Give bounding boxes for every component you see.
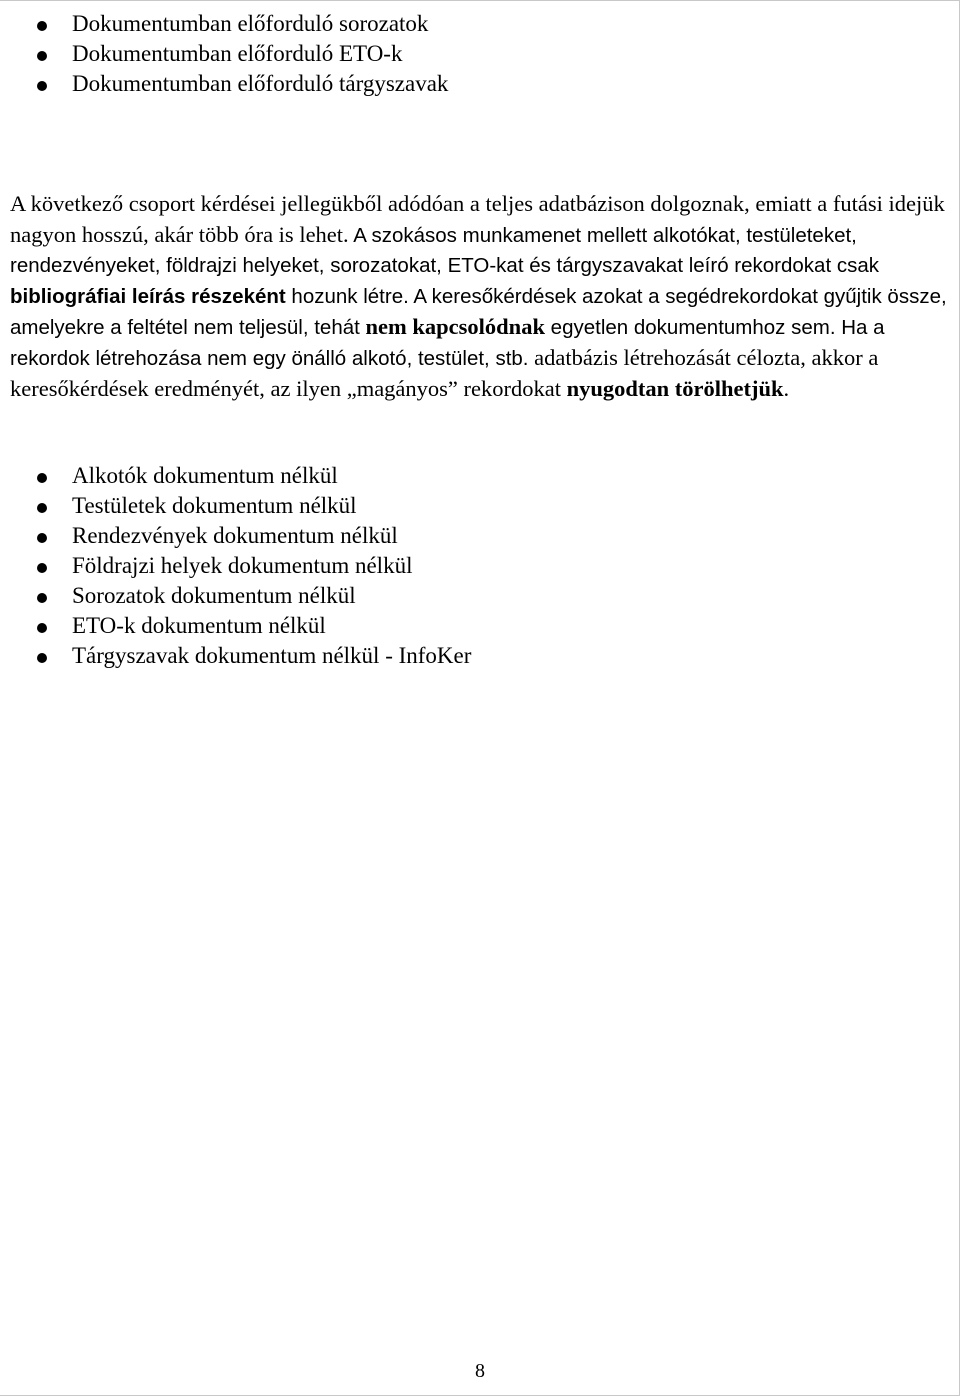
list-item-text: Rendezvények dokumentum nélkül [72,523,398,548]
paragraph-sentence-5-end: . [783,376,790,402]
paragraph-sentence-5: adatbázis létrehozását célozta, akkor a keresőkérdések eredményét, az ilyen „magányos” rekordokat [10,345,879,402]
paragraph-sentence-3: A keresőkérdések azokat a segédrekordokat gyűjtik össze, amelyekre a feltétel nem teljesül, tehát [10,284,947,339]
list-item-text: Földrajzi helyek dokumentum nélkül [72,553,413,578]
list-item [0,461,471,491]
paragraph-sentence-3-end: egyetlen dokumentumhoz sem. [544,315,836,339]
paragraph-sentence-2-end: hozunk létre. [285,284,409,308]
paragraph-sentence-2: A szokásos munkamenet mellett alkotókat, testületeket, rendezvényeket, földrajzi helyeket, sorozatokat, ETO-kat és tárgyszavakat leíró rekordokat csak [10,224,879,278]
list-item-text: Dokumentumban előforduló ETO-k [72,41,403,66]
list-item [0,641,471,671]
list-item-text: Testületek dokumentum nélkül [72,493,357,518]
list-item [0,611,471,641]
list-item-text: Dokumentumban előforduló sorozatok [72,11,429,36]
list-item-text: Dokumentumban előforduló tárgyszavak [72,71,449,96]
list-item-text: Tárgyszavak dokumentum nélkül - InfoKer [72,643,472,668]
list-item-text: Sorozatok dokumentum nélkül [72,583,356,608]
paragraph-emphasis-3: nyugodtan törölhetjük [566,376,784,402]
list-item [0,39,448,69]
paragraph-sentence-1: A következő csoport kérdései jellegükből adódóan a teljes adatbázison dolgoznak, emiatt a futási idejük nagyon hosszú, akár több óra is lehet. [10,191,945,248]
bullet-icon [37,51,47,61]
list-item [0,521,471,551]
bullet-icon [37,593,47,603]
bullet-icon [37,653,47,663]
paragraph-sentence-4: Ha a rekordok létrehozása nem egy önálló alkotó, testület, stb. [10,315,885,371]
list-item [0,491,471,521]
bullet-icon [37,563,47,573]
page-number: 8 [475,1360,485,1382]
list-item-text: ETO-k dokumentum nélkül [72,613,326,638]
list-item [0,551,471,581]
bullet-icon [37,503,47,513]
bullet-icon [37,473,47,483]
list-item [0,69,448,99]
list-item [0,9,448,39]
paragraph-emphasis-2: nem kapcsolódnak [365,313,545,339]
top-bullet-list [0,9,448,99]
body-paragraph [10,189,954,405]
bullet-icon [37,623,47,633]
page-border-top [0,0,960,1]
list-item [0,581,471,611]
bullet-icon [37,533,47,543]
bullet-icon [37,21,47,31]
list-item-text: Alkotók dokumentum nélkül [72,463,338,488]
bottom-bullet-list [0,461,471,671]
bullet-icon [37,81,47,91]
paragraph-emphasis-1: bibliográfiai leírás részeként [10,284,286,308]
